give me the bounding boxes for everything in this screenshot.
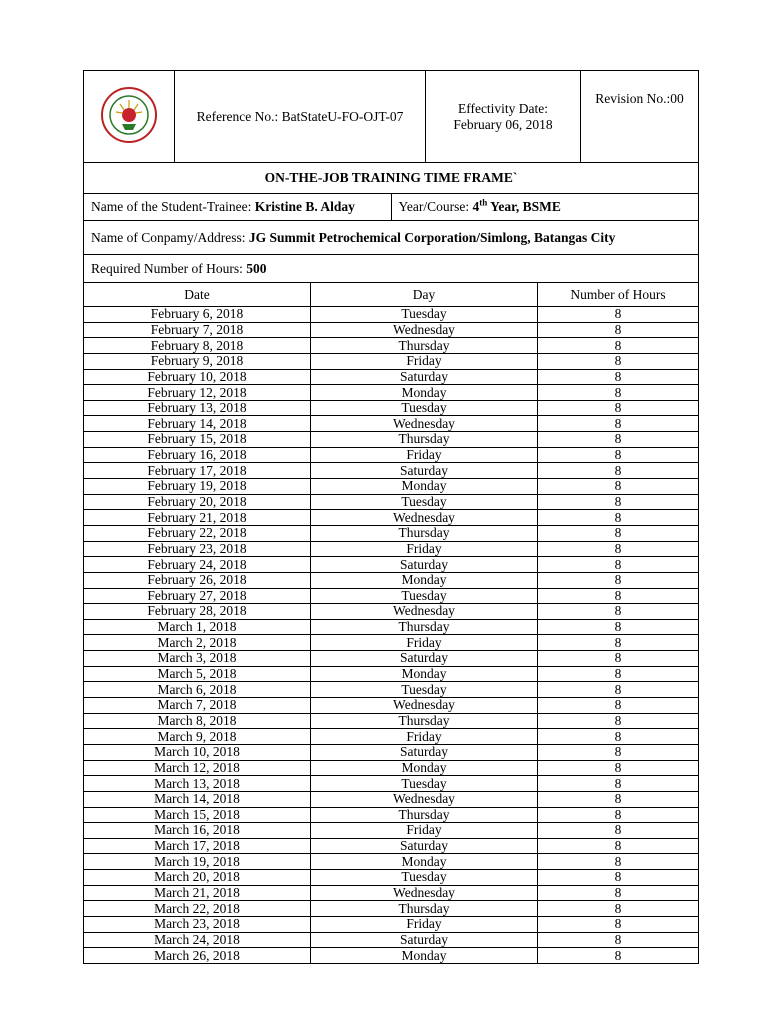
- day-cell: Thursday: [311, 432, 538, 448]
- date-cell: February 26, 2018: [84, 572, 311, 588]
- day-cell: Friday: [311, 823, 538, 839]
- day-cell: Friday: [311, 447, 538, 463]
- table-row: [84, 353, 699, 369]
- table-row: [84, 916, 699, 932]
- required-hours-cell: [84, 255, 699, 283]
- table-row: [84, 682, 699, 698]
- date-cell: February 8, 2018: [84, 338, 311, 354]
- table-row: [84, 416, 699, 432]
- day-cell: Friday: [311, 916, 538, 932]
- day-cell: Tuesday: [311, 494, 538, 510]
- table-row: [84, 588, 699, 604]
- date-cell: March 23, 2018: [84, 916, 311, 932]
- date-cell: February 9, 2018: [84, 353, 311, 369]
- date-cell: February 14, 2018: [84, 416, 311, 432]
- table-row: [84, 698, 699, 714]
- day-cell: Wednesday: [311, 322, 538, 338]
- table-body: [84, 307, 699, 964]
- date-cell: March 17, 2018: [84, 838, 311, 854]
- date-cell: March 12, 2018: [84, 760, 311, 776]
- course-year: 4: [472, 199, 480, 214]
- table-row: [84, 776, 699, 792]
- date-cell: March 26, 2018: [84, 948, 311, 964]
- hours-cell: 8: [538, 400, 699, 416]
- date-cell: February 15, 2018: [84, 432, 311, 448]
- day-cell: Thursday: [311, 807, 538, 823]
- day-cell: Friday: [311, 635, 538, 651]
- date-cell: March 9, 2018: [84, 729, 311, 745]
- table-row: [84, 322, 699, 338]
- date-cell: February 22, 2018: [84, 525, 311, 541]
- date-cell: February 23, 2018: [84, 541, 311, 557]
- table-row: [84, 369, 699, 385]
- hours-cell: 8: [538, 791, 699, 807]
- hours-cell: 8: [538, 479, 699, 495]
- hours-cell: 8: [538, 838, 699, 854]
- hours-cell: 8: [538, 604, 699, 620]
- logo-cell: [84, 71, 175, 163]
- course-value: Year, BSME: [487, 199, 561, 214]
- column-header-hours: Number of Hours: [538, 283, 699, 307]
- day-cell: Wednesday: [311, 510, 538, 526]
- table-row: [84, 948, 699, 964]
- day-cell: Monday: [311, 760, 538, 776]
- hours-cell: 8: [538, 510, 699, 526]
- table-row: [84, 557, 699, 573]
- table-row: [84, 400, 699, 416]
- day-cell: Wednesday: [311, 698, 538, 714]
- date-cell: March 15, 2018: [84, 807, 311, 823]
- date-cell: March 21, 2018: [84, 885, 311, 901]
- hours-cell: 8: [538, 776, 699, 792]
- date-cell: March 5, 2018: [84, 666, 311, 682]
- table-row: [84, 432, 699, 448]
- table-row: [84, 635, 699, 651]
- hours-cell: 8: [538, 885, 699, 901]
- hours-cell: 8: [538, 369, 699, 385]
- table-row: [84, 525, 699, 541]
- company-label: Name of Conpamy/Address:: [91, 229, 249, 245]
- day-cell: Saturday: [311, 744, 538, 760]
- table-row: [84, 729, 699, 745]
- date-cell: March 19, 2018: [84, 854, 311, 870]
- date-cell: February 7, 2018: [84, 322, 311, 338]
- date-cell: March 3, 2018: [84, 651, 311, 667]
- table-row: [84, 619, 699, 635]
- document-title: ON-THE-JOB TRAINING TIME FRAME`: [84, 163, 699, 194]
- day-cell: Friday: [311, 729, 538, 745]
- revision-number: Revision No.:00: [581, 71, 699, 163]
- hours-cell: 8: [538, 322, 699, 338]
- date-cell: March 22, 2018: [84, 901, 311, 917]
- effectivity-date: February 06, 2018: [453, 116, 553, 132]
- day-cell: Monday: [311, 385, 538, 401]
- table-row: [84, 838, 699, 854]
- date-cell: February 19, 2018: [84, 479, 311, 495]
- hours-cell: 8: [538, 651, 699, 667]
- company-name: JG Summit Petrochemical Corporation/Simlong, Batangas City: [248, 229, 616, 245]
- trainee-name: Kristine B. Alday: [254, 199, 355, 214]
- date-cell: March 10, 2018: [84, 744, 311, 760]
- table-row: [84, 760, 699, 776]
- date-cell: February 6, 2018: [84, 307, 311, 323]
- course-label: Year/Course:: [398, 199, 473, 214]
- hours-cell: 8: [538, 901, 699, 917]
- hours-cell: 8: [538, 416, 699, 432]
- date-cell: March 2, 2018: [84, 635, 311, 651]
- day-cell: Thursday: [311, 713, 538, 729]
- column-header-day: Day: [311, 283, 538, 307]
- hours-cell: 8: [538, 729, 699, 745]
- day-cell: Saturday: [311, 463, 538, 479]
- date-cell: February 12, 2018: [84, 385, 311, 401]
- day-cell: Saturday: [311, 369, 538, 385]
- column-header-date: Date: [84, 283, 311, 307]
- university-seal-icon: [100, 86, 158, 144]
- hours-cell: 8: [538, 447, 699, 463]
- table-row: [84, 447, 699, 463]
- date-cell: February 10, 2018: [84, 369, 311, 385]
- reference-number: Reference No.: BatStateU-FO-OJT-07: [175, 71, 426, 163]
- time-frame-table: [83, 282, 699, 964]
- day-cell: Tuesday: [311, 776, 538, 792]
- table-row: [84, 901, 699, 917]
- hours-cell: 8: [538, 682, 699, 698]
- day-cell: Tuesday: [311, 307, 538, 323]
- day-cell: Thursday: [311, 338, 538, 354]
- date-cell: February 13, 2018: [84, 400, 311, 416]
- date-cell: February 24, 2018: [84, 557, 311, 573]
- table-row: [84, 604, 699, 620]
- hours-cell: 8: [538, 713, 699, 729]
- date-cell: February 17, 2018: [84, 463, 311, 479]
- day-cell: Thursday: [311, 619, 538, 635]
- date-cell: February 27, 2018: [84, 588, 311, 604]
- hours-cell: 8: [538, 557, 699, 573]
- hours-cell: 8: [538, 588, 699, 604]
- date-cell: March 13, 2018: [84, 776, 311, 792]
- effectivity-cell: [426, 71, 581, 163]
- trainee-name-cell: [84, 194, 392, 221]
- day-cell: Wednesday: [311, 885, 538, 901]
- hours-cell: 8: [538, 932, 699, 948]
- date-cell: March 16, 2018: [84, 823, 311, 839]
- table-row: [84, 854, 699, 870]
- required-hours-value: 500: [246, 260, 267, 276]
- hours-cell: 8: [538, 353, 699, 369]
- hours-cell: 8: [538, 870, 699, 886]
- table-row: [84, 791, 699, 807]
- course-year-suffix: th: [479, 197, 488, 208]
- day-cell: Friday: [311, 353, 538, 369]
- table-row: [84, 823, 699, 839]
- table-row: [84, 885, 699, 901]
- day-cell: Wednesday: [311, 791, 538, 807]
- hours-cell: 8: [538, 432, 699, 448]
- day-cell: Thursday: [311, 525, 538, 541]
- date-cell: March 1, 2018: [84, 619, 311, 635]
- day-cell: Saturday: [311, 557, 538, 573]
- table-row: [84, 713, 699, 729]
- course-cell: [391, 194, 699, 221]
- effectivity-label: Effectivity Date:: [457, 100, 549, 116]
- table-row: [84, 338, 699, 354]
- day-cell: Monday: [311, 948, 538, 964]
- trainee-info: [83, 162, 699, 283]
- company-cell: [84, 221, 699, 255]
- hours-cell: 8: [538, 807, 699, 823]
- table-row: [84, 651, 699, 667]
- date-cell: March 24, 2018: [84, 932, 311, 948]
- hours-cell: 8: [538, 698, 699, 714]
- day-cell: Wednesday: [311, 416, 538, 432]
- hours-cell: 8: [538, 666, 699, 682]
- ojt-document: [83, 70, 699, 964]
- day-cell: Saturday: [311, 932, 538, 948]
- table-row: [84, 494, 699, 510]
- hours-cell: 8: [538, 338, 699, 354]
- day-cell: Saturday: [311, 838, 538, 854]
- document-header: [83, 70, 699, 163]
- day-cell: Tuesday: [311, 682, 538, 698]
- hours-cell: 8: [538, 619, 699, 635]
- date-cell: March 8, 2018: [84, 713, 311, 729]
- table-row: [84, 541, 699, 557]
- hours-cell: 8: [538, 823, 699, 839]
- table-row: [84, 807, 699, 823]
- date-cell: March 6, 2018: [84, 682, 311, 698]
- hours-cell: 8: [538, 948, 699, 964]
- table-row: [84, 572, 699, 588]
- day-cell: Monday: [311, 572, 538, 588]
- hours-cell: 8: [538, 744, 699, 760]
- day-cell: Saturday: [311, 651, 538, 667]
- date-cell: March 7, 2018: [84, 698, 311, 714]
- day-cell: Tuesday: [311, 870, 538, 886]
- day-cell: Tuesday: [311, 400, 538, 416]
- table-row: [84, 479, 699, 495]
- date-cell: March 14, 2018: [84, 791, 311, 807]
- table-row: [84, 744, 699, 760]
- hours-cell: 8: [538, 760, 699, 776]
- date-cell: February 21, 2018: [84, 510, 311, 526]
- table-row: [84, 666, 699, 682]
- day-cell: Monday: [311, 479, 538, 495]
- table-row: [84, 510, 699, 526]
- table-row: [84, 385, 699, 401]
- date-cell: February 28, 2018: [84, 604, 311, 620]
- hours-cell: 8: [538, 525, 699, 541]
- day-cell: Tuesday: [311, 588, 538, 604]
- date-cell: February 16, 2018: [84, 447, 311, 463]
- required-hours-label: Required Number of Hours:: [91, 260, 247, 276]
- table-row: [84, 932, 699, 948]
- hours-cell: 8: [538, 463, 699, 479]
- table-row: [84, 307, 699, 323]
- day-cell: Monday: [311, 854, 538, 870]
- hours-cell: 8: [538, 385, 699, 401]
- date-cell: March 20, 2018: [84, 870, 311, 886]
- day-cell: Thursday: [311, 901, 538, 917]
- day-cell: Friday: [311, 541, 538, 557]
- hours-cell: 8: [538, 541, 699, 557]
- hours-cell: 8: [538, 572, 699, 588]
- hours-cell: 8: [538, 916, 699, 932]
- hours-cell: 8: [538, 635, 699, 651]
- hours-cell: 8: [538, 854, 699, 870]
- table-row: [84, 463, 699, 479]
- day-cell: Monday: [311, 666, 538, 682]
- table-row: [84, 870, 699, 886]
- trainee-label: Name of the Student-Trainee:: [91, 199, 255, 214]
- hours-cell: 8: [538, 307, 699, 323]
- hours-cell: 8: [538, 494, 699, 510]
- date-cell: February 20, 2018: [84, 494, 311, 510]
- day-cell: Wednesday: [311, 604, 538, 620]
